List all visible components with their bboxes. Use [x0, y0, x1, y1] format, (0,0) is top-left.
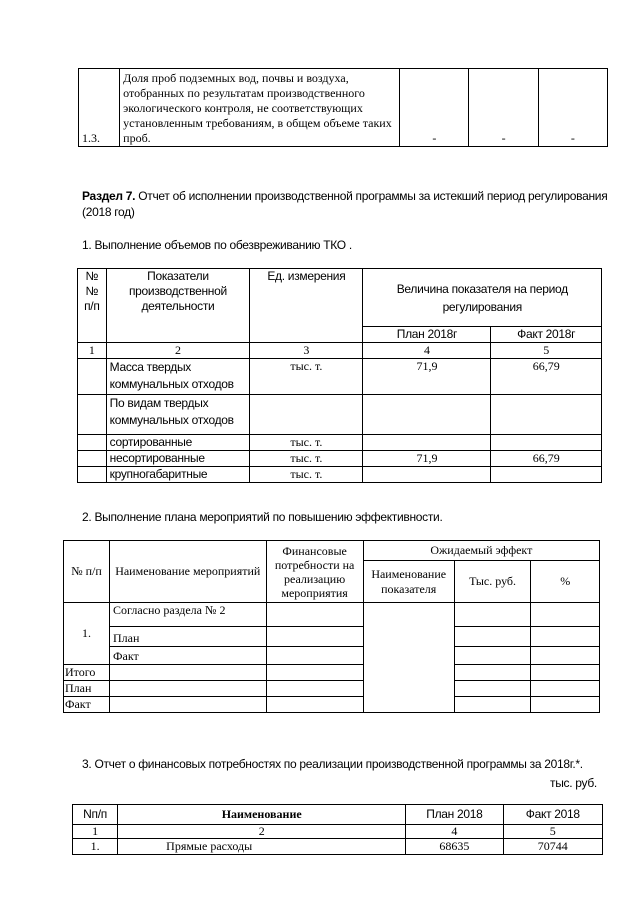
section7-prefix: Раздел 7. — [82, 189, 136, 203]
header-num: № п/п — [64, 541, 110, 603]
table-row — [64, 603, 600, 627]
row-plan: 68635 — [406, 839, 503, 855]
colnum-4: 4 — [406, 825, 503, 839]
row-fact — [491, 467, 602, 483]
row-fact: 70744 — [503, 839, 602, 855]
header-effect: Ожидаемый эффект — [363, 541, 599, 561]
section7-heading — [82, 189, 607, 204]
row-value-2: - — [469, 69, 538, 147]
row-name: Масса твердых коммунальных отходов — [106, 359, 250, 395]
row-name: Согласно раздела № 2 — [110, 603, 267, 627]
row-number: 1.3. — [79, 69, 120, 147]
header-rub: Тыс. руб. — [454, 561, 531, 603]
row-plan — [363, 435, 491, 451]
row-unit: тыс. т. — [250, 467, 363, 483]
row-name: План — [110, 627, 267, 647]
colnum-5: 5 — [503, 825, 602, 839]
header-plan: План 2018 — [406, 805, 503, 825]
table-row — [64, 665, 600, 681]
table-row — [78, 435, 602, 451]
total-plan: План — [64, 681, 110, 697]
row-name: Прямые расходы — [118, 839, 406, 855]
item1-title: 1. Выполнение объемов по обезвреживанию ТКО . — [82, 238, 352, 252]
table-row — [64, 697, 600, 713]
header-finance: Финансовые потребности на реализацию мероприятия — [266, 541, 363, 603]
colnum-1: 1 — [73, 825, 118, 839]
row-name: сортированные — [106, 435, 250, 451]
row-plan — [363, 467, 491, 483]
header-unit: Ед. измерения — [250, 269, 363, 343]
table-row — [78, 359, 602, 395]
section7-year: (2018 год) — [82, 205, 135, 219]
indicators-table-fragment — [78, 68, 608, 147]
row-number: 1. — [73, 839, 118, 855]
header-pct: % — [531, 561, 600, 603]
row-unit: тыс. т. — [250, 435, 363, 451]
row-name: крупногабаритные — [106, 467, 250, 483]
table-row — [64, 647, 600, 665]
row-name: Факт — [110, 647, 267, 665]
header-num: Nп/п — [73, 805, 118, 825]
row-plan — [363, 395, 491, 435]
row-unit: тыс. т. — [250, 451, 363, 467]
item3-title: 3. Отчет о финансовых потребностях по реализации производственной программы за 2018г.*. — [82, 757, 583, 771]
item2-title: 2. Выполнение плана мероприятий по повышению эффективности. — [82, 510, 443, 524]
header-name: Наименование — [118, 805, 406, 825]
row-text: Доля проб подземных вод, почвы и воздуха, отобранных по результатам производственного экологического контроля, не соответствующих установленным требованиям, в общем объеме таких проб. — [120, 69, 400, 147]
row-unit: тыс. т. — [250, 359, 363, 395]
row-value-1: - — [400, 69, 469, 147]
row-unit — [250, 395, 363, 435]
colnum-4: 4 — [363, 343, 491, 359]
row-name: несортированные — [106, 451, 250, 467]
table-row — [78, 451, 602, 467]
row-number: 1. — [64, 603, 110, 665]
efficiency-measures-table — [63, 540, 600, 713]
item3-unit: тыс. руб. — [550, 776, 597, 790]
colnum-5: 5 — [491, 343, 602, 359]
colnum-2: 2 — [106, 343, 250, 359]
header-eff-name: Наименование показателя — [363, 561, 454, 603]
header-name: Наименование мероприятий — [110, 541, 267, 603]
colnum-1: 1 — [78, 343, 107, 359]
header-fact: Факт 2018 — [503, 805, 602, 825]
table-row — [64, 627, 600, 647]
financial-needs-table — [72, 804, 603, 855]
table-row — [78, 395, 602, 435]
row-plan: 71,9 — [363, 359, 491, 395]
row-plan: 71,9 — [363, 451, 491, 467]
header-plan: План 2018г — [363, 327, 491, 343]
colnum-3: 3 — [250, 343, 363, 359]
row-fact — [491, 435, 602, 451]
row-name: По видам твердых коммунальных отходов — [106, 395, 250, 435]
colnum-2: 2 — [118, 825, 406, 839]
header-value: Величина показателя на период регулирования — [363, 269, 602, 327]
table-row — [64, 681, 600, 697]
section7-title: Отчет об исполнении производственной программы за истекший период регулирования — [135, 189, 608, 203]
header-indicator: Показатели производственной деятельности — [106, 269, 250, 343]
total-label: Итого — [64, 665, 110, 681]
tko-volume-table — [77, 268, 602, 483]
header-fact: Факт 2018г — [491, 327, 602, 343]
header-num: №№ п/п — [78, 269, 107, 343]
total-fact: Факт — [64, 697, 110, 713]
row-value-3: - — [538, 69, 607, 147]
row-fact — [491, 395, 602, 435]
row-fact: 66,79 — [491, 451, 602, 467]
table-row — [73, 839, 603, 855]
row-fact: 66,79 — [491, 359, 602, 395]
table-row — [78, 467, 602, 483]
